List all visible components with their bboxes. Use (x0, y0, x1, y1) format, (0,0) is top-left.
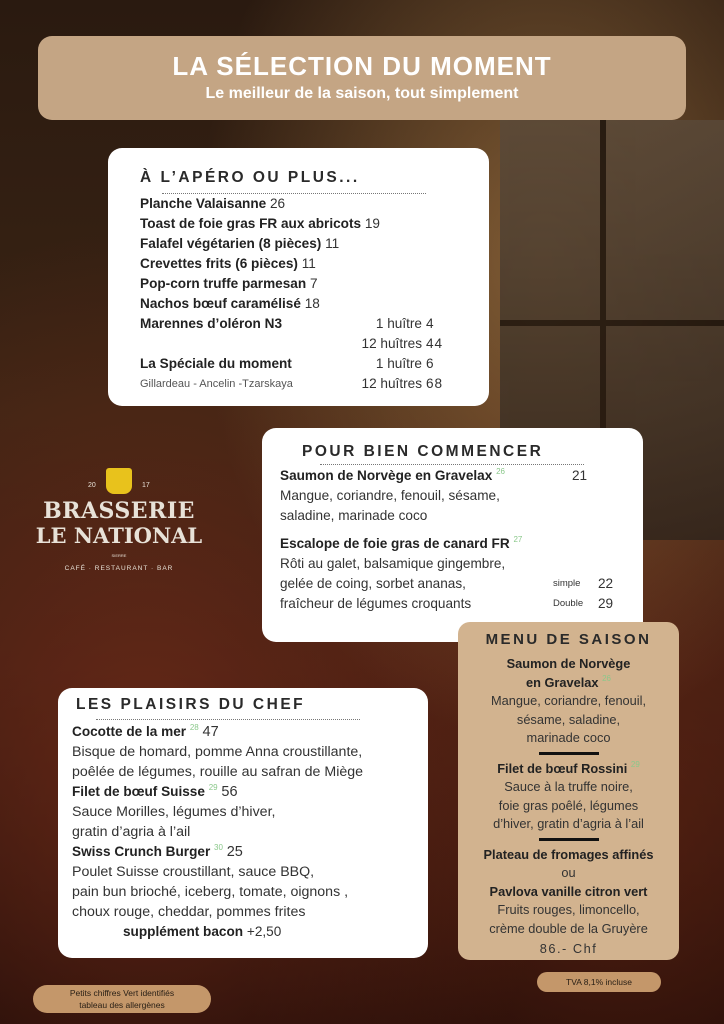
price: 4 (426, 316, 434, 331)
allergen-number: 29 (208, 783, 218, 792)
item-description: Rôti au galet, balsamique gingembre, (280, 556, 506, 571)
logo-city: SIERRE (111, 553, 127, 558)
brand-logo (14, 464, 224, 584)
price: 68 (426, 376, 444, 391)
price: 21 (572, 468, 588, 483)
item-name: Pop-corn truffe parmesan (140, 276, 307, 291)
cooking-pot-rooster-icon (106, 468, 132, 494)
allergen-number: 29 (630, 759, 640, 769)
allergen-note: Petits chiffres Vert identifiés tableau des allergènes (33, 985, 211, 1013)
item-description: pain bun brioché, iceberg, tomate, oignons , (72, 884, 349, 900)
menu-item (140, 194, 480, 214)
item-name: Swiss Crunch Burger (72, 844, 211, 859)
course-description: Mangue, coriandre, fenouil, (490, 693, 647, 708)
menu-item (140, 254, 480, 274)
page-title: LA SÉLECTION DU MOMENT (172, 51, 552, 81)
allergen-number: 26 (496, 467, 505, 476)
price: 7 (309, 276, 318, 291)
course-name: Plateau de fromages affinés (483, 846, 654, 862)
item-description: Mangue, coriandre, fenouil, sésame, (280, 488, 500, 503)
allergen-number: 30 (214, 843, 223, 852)
or-label: ou (561, 865, 576, 880)
price: 44 (426, 336, 444, 351)
item-description: saladine, marinade coco (280, 508, 428, 523)
logo-line2: LE NATIONAL (35, 523, 203, 548)
item-description: Poulet Suisse croustillant, sauce BBQ, (72, 864, 315, 880)
item-description: fraîcheur de légumes croquants (280, 596, 472, 611)
quantity: 12 huîtres (361, 336, 422, 351)
quantity: 12 huîtres (361, 376, 422, 391)
item-subtitle: Gillardeau - Ancelin -Tzarskaya (140, 378, 293, 390)
item-description: choux rouge, cheddar, pommes frites (72, 904, 306, 920)
course-description: d’hiver, gratin d’agria à l’ail (493, 816, 644, 831)
course-name: en Gravelax $^{26}$ (525, 673, 612, 690)
item-name: Marennes d’oléron N3 (140, 316, 283, 331)
oyster-item (140, 354, 480, 374)
item-description: Bisque de homard, pomme Anna croustillante, (72, 744, 363, 760)
chef-card (58, 688, 428, 958)
allergen-number: 27 (513, 535, 523, 544)
item-description: gelée de coing, sorbet ananas, (280, 576, 466, 591)
section-title: POUR BIEN COMMENCER (302, 443, 544, 460)
quantity: 1 huître (375, 316, 422, 331)
item-name: Cocotte de la mer (72, 724, 187, 739)
logo-year: 17 (142, 482, 150, 489)
price: 56 (221, 784, 238, 800)
menu-item (140, 234, 480, 254)
item-name: Toast de foie gras FR aux abricots (140, 216, 362, 231)
course-description: crème double de la Gruyère (489, 920, 648, 936)
price: 22 (598, 576, 614, 591)
item-name: Falafel végétarien (8 pièces) (140, 236, 322, 251)
price: 18 (304, 296, 320, 311)
price: 11 (325, 236, 340, 251)
logo-year: 20 (88, 482, 96, 489)
item-name: Filet de bœuf Suisse (72, 784, 205, 799)
item-name: La Spéciale du moment (140, 356, 292, 371)
price: 29 (598, 596, 614, 611)
menu-item (72, 722, 422, 742)
divider (96, 719, 360, 720)
item-name: Crevettes frits (6 pièces) (140, 256, 298, 271)
course-name: Saumon de Norvège (506, 656, 631, 671)
extra-option: supplément bacon +2,50 (123, 924, 282, 939)
section-title: LES PLAISIRS DU CHEF (76, 696, 306, 713)
seasonal-menu-card (458, 622, 679, 960)
menu-item (140, 214, 480, 234)
menu-item: Escalope de foie gras de canard FR $^{27}$ (280, 535, 523, 551)
price: +2,50 (246, 924, 282, 939)
divider (539, 752, 599, 755)
menu-item (72, 842, 422, 862)
course-name: Filet de bœuf Rossini $^{29}$ (497, 759, 640, 776)
price: 11 (301, 256, 316, 271)
price: 47 (202, 724, 219, 740)
item-description: Sauce Morilles, légumes d’hiver, (72, 804, 276, 820)
logo-tagline: CAFÉ · RESTAURANT · BAR (64, 565, 174, 572)
header-banner (38, 36, 686, 120)
course-name: Pavlova vanille citron vert (489, 883, 648, 899)
vat-note: TVA 8,1% incluse (537, 972, 661, 992)
course-description: Sauce à la truffe noire, (504, 779, 633, 794)
price: 26 (269, 196, 286, 211)
course-description: marinade coco (526, 730, 611, 745)
size-label: simple (553, 578, 581, 589)
logo-line1: BRASSERIE (43, 498, 195, 524)
size-label: Double (553, 598, 584, 609)
divider (320, 464, 584, 465)
item-name: Planche Valaisanne (140, 196, 267, 211)
item-description: gratin d’agria à l’ail (72, 824, 191, 840)
price: 19 (364, 216, 380, 231)
item-description: poêlée de légumes, rouille au safran de Miège (72, 764, 364, 780)
price: 25 (226, 844, 243, 860)
menu-price: 86.- Chf (539, 941, 598, 956)
menu-item (72, 782, 422, 802)
course-description: foie gras poêlé, légumes (498, 797, 639, 813)
section-title: MENU DE SAISON (485, 631, 652, 648)
oyster-item (140, 314, 480, 334)
allergen-number: 26 (602, 673, 612, 683)
price: 6 (426, 356, 434, 371)
item-name: Nachos bœuf caramélisé (140, 296, 301, 311)
course-description: Fruits rouges, limoncello, (497, 902, 640, 917)
oyster-item (140, 374, 480, 394)
quantity: 1 huître (375, 356, 422, 371)
apero-card (108, 148, 489, 406)
oyster-item (140, 334, 480, 354)
allergen-number: 28 (189, 723, 199, 732)
divider (539, 838, 599, 841)
page-subtitle: Le meilleur de la saison, tout simplement (205, 85, 519, 102)
menu-item (140, 294, 480, 314)
starters-card (262, 428, 643, 642)
menu-item: Saumon de Norvège en Gravelax $^{26}$ 21 (280, 466, 635, 486)
menu-item (140, 274, 480, 294)
section-title: À L’APÉRO OU PLUS... (140, 169, 360, 186)
course-description: sésame, saladine, (516, 711, 621, 727)
